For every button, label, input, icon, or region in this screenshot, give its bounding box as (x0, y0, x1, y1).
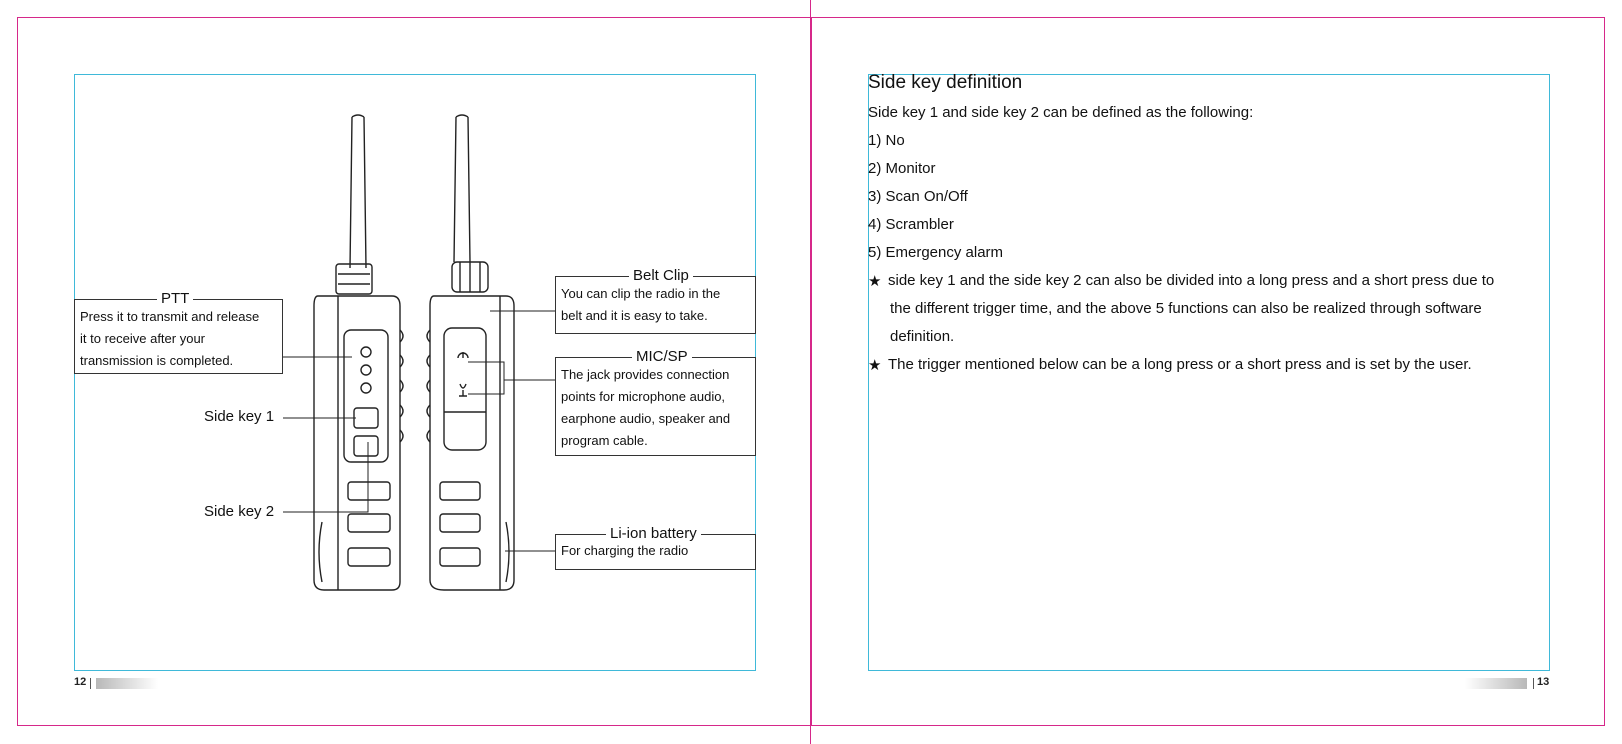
battery-callout-text (561, 540, 688, 562)
mic-sp-callout-title: MIC/SP (632, 348, 692, 366)
option-item: 3) Scan On/Off (868, 188, 968, 205)
note-1-line: side key 1 and the side key 2 can also be divided into a long press and a short press due to (888, 272, 1495, 289)
belt-clip-callout-title: Belt Clip (629, 267, 693, 285)
star-icon: ★ (868, 273, 882, 290)
star-icon: ★ (868, 357, 882, 374)
belt-clip-callout-line: belt and it is easy to take. (561, 308, 708, 323)
battery-callout-line: For charging the radio (561, 543, 689, 558)
footer-bar-right (1533, 678, 1534, 689)
ptt-callout-line: Press it to transmit and release (80, 309, 260, 324)
footer-gradient-left (96, 678, 158, 689)
note-1-line: definition. (890, 328, 955, 345)
mic-sp-callout-line: The jack provides connection (561, 367, 730, 382)
option-item: 4) Scrambler (868, 216, 954, 233)
side-key-1-label: Side key 1 (204, 408, 275, 425)
note-1-line: the different trigger time, and the above 5 functions can also be realized through software (890, 300, 1482, 317)
mic-sp-callout-line: program cable. (561, 433, 648, 448)
footer-bar-left (90, 678, 91, 689)
option-item: 2) Monitor (868, 160, 936, 177)
footer-gradient-right (1465, 678, 1527, 689)
intro-text: Side key 1 and side key 2 can be defined as the following: (868, 104, 1254, 121)
mic-sp-callout (555, 348, 756, 456)
side-key-2-label: Side key 2 (204, 503, 275, 520)
battery-callout (555, 525, 756, 570)
ptt-callout-text (80, 306, 259, 372)
page-number-left: 12 (74, 676, 87, 688)
page-title: Side key definition (868, 72, 1023, 93)
belt-clip-callout-text (561, 283, 720, 327)
mic-sp-callout-line: earphone audio, speaker and (561, 411, 731, 426)
page-number-right: 13 (1537, 676, 1550, 688)
note-2-text: The trigger mentioned below can be a long press or a short press and is set by the user. (888, 356, 1472, 373)
battery-callout-title: Li-ion battery (606, 525, 701, 543)
radio-left-view (314, 115, 403, 590)
belt-clip-callout (555, 267, 756, 334)
radio-right-view (427, 115, 514, 590)
belt-clip-callout-line: You can clip the radio in the (561, 286, 721, 301)
ptt-callout (74, 290, 283, 374)
ptt-callout-line: it to receive after your (80, 331, 205, 346)
mic-sp-callout-text (561, 364, 730, 452)
ptt-callout-line: transmission is completed. (80, 353, 234, 368)
option-item: 1) No (868, 132, 905, 149)
option-item: 5) Emergency alarm (868, 244, 1004, 261)
mic-sp-callout-line: points for microphone audio, (561, 389, 726, 404)
ptt-callout-title: PTT (157, 290, 193, 308)
